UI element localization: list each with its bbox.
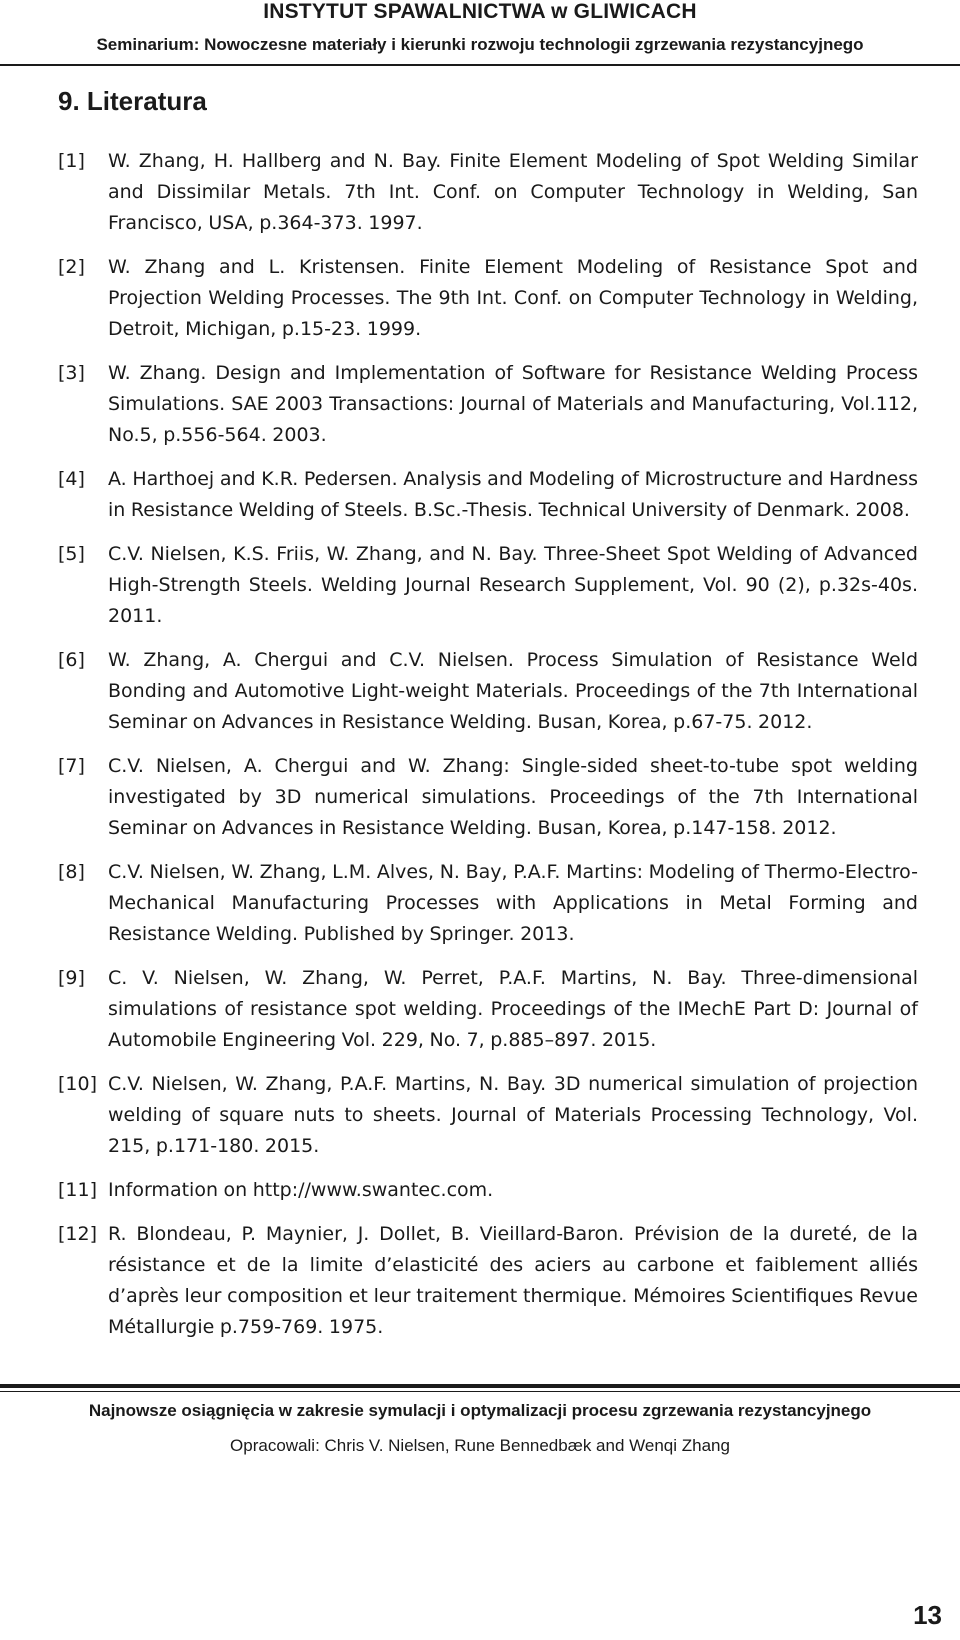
reference-number: [3] bbox=[58, 362, 85, 384]
reference-text: C.V. Nielsen, K.S. Friis, W. Zhang, and N. Bay. Three-Sheet Spot Welding of Advanced High-Strength Steels. Welding Journal Research Supplement, Vol. 90 (2), p.32s-40s. 2011. bbox=[108, 543, 918, 627]
section-title: 9. Literatura bbox=[58, 86, 207, 116]
header-organization: INSTYTUT SPAWALNICTWA w GLIWICACH bbox=[263, 0, 697, 23]
reference-text: A. Harthoej and K.R. Pedersen. Analysis and Modeling of Microstructure and Hardness in Resistance Welding of Steels. B.Sc.-Thesis. Technical University of Denmark. 2008. bbox=[108, 468, 918, 521]
reference-number: [9] bbox=[58, 967, 85, 989]
reference-item bbox=[58, 857, 918, 950]
reference-number: [8] bbox=[58, 861, 85, 883]
footer-title: Najnowsze osiągnięcia w zakresie symulacji i optymalizacji procesu zgrzewania rezystancyjnego bbox=[88, 1401, 872, 1420]
reference-text: Information on http://www.swantec.com. bbox=[108, 1179, 494, 1201]
reference-item bbox=[58, 1069, 918, 1162]
footer-authors: Opracowali: Chris V. Nielsen, Rune Bennedbæk and Wenqi Zhang bbox=[230, 1436, 730, 1455]
reference-number: [10] bbox=[58, 1073, 98, 1095]
reference-item bbox=[58, 645, 918, 738]
reference-number: [4] bbox=[58, 468, 85, 490]
reference-item bbox=[58, 1175, 918, 1206]
reference-list bbox=[58, 146, 918, 1356]
footer-divider-thin bbox=[0, 1391, 960, 1392]
reference-text: C.V. Nielsen, A. Chergui and W. Zhang: Single-sided sheet-to-tube spot welding investigated by 3D numerical simulations. Proceedings of the 7th International Seminar on Advances in Resistance Welding. Busan, Korea, p.147-158. 2012. bbox=[108, 755, 918, 839]
reference-text: W. Zhang, A. Chergui and C.V. Nielsen. Process Simulation of Resistance Weld Bonding and Automotive Light-weight Materials. Proceedings of the 7th International Seminar on Advances in Resistance Welding. Busan, Korea, p.67-75. 2012. bbox=[108, 649, 918, 733]
reference-number: [7] bbox=[58, 755, 85, 777]
reference-text: C.V. Nielsen, W. Zhang, L.M. Alves, N. Bay, P.A.F. Martins: Modeling of Thermo-Electro-Mechanical Manufacturing Processes with Applications in Metal Forming and Resistance Welding. Published by Springer. 2013. bbox=[108, 861, 918, 945]
reference-item bbox=[58, 146, 918, 239]
reference-number: [6] bbox=[58, 649, 85, 671]
header-seminar-title: Seminarium: Nowoczesne materiały i kierunki rozwoju technologii zgrzewania rezystancyjnego bbox=[96, 35, 864, 54]
reference-number: [12] bbox=[58, 1223, 98, 1245]
reference-item bbox=[58, 358, 918, 451]
reference-text: C. V. Nielsen, W. Zhang, W. Perret, P.A.F. Martins, N. Bay. Three-dimensional simulations of resistance spot welding. Proceedings of the IMechE Part D: Journal of Automobile Engineering Vol. 229, No. 7, p.885–897. 2015. bbox=[108, 967, 918, 1051]
reference-text: W. Zhang and L. Kristensen. Finite Element Modeling of Resistance Spot and Projection Welding Processes. The 9th Int. Conf. on Computer Technology in Welding, Detroit, Michigan, p.15-23. 1999. bbox=[108, 256, 918, 340]
reference-number: [11] bbox=[58, 1179, 98, 1201]
reference-item bbox=[58, 1219, 918, 1343]
header-divider bbox=[0, 64, 960, 66]
reference-text: C.V. Nielsen, W. Zhang, P.A.F. Martins, N. Bay. 3D numerical simulation of projection welding of square nuts to sheets. Journal of Materials Processing Technology, Vol. 215, p.171-180. 2015. bbox=[108, 1073, 918, 1157]
reference-text: R. Blondeau, P. Maynier, J. Dollet, B. Vieillard-Baron. Prévision de la dureté, de la résistance et de la limite d’elasticité des aciers au carbone et faiblement alliés d’après leur composition et leur traitement thermique. Mémoires Scientifiques Revue Métallurgie p.759-769. 1975. bbox=[108, 1223, 918, 1338]
reference-number: [1] bbox=[58, 150, 85, 172]
reference-item bbox=[58, 963, 918, 1056]
reference-number: [5] bbox=[58, 543, 85, 565]
reference-item bbox=[58, 464, 918, 526]
reference-text: W. Zhang, H. Hallberg and N. Bay. Finite Element Modeling of Spot Welding Similar and Dissimilar Metals. 7th Int. Conf. on Computer Technology in Welding, San Francisco, USA, p.364-373. 1997. bbox=[108, 150, 918, 234]
reference-item bbox=[58, 539, 918, 632]
reference-item bbox=[58, 751, 918, 844]
page-number: 13 bbox=[913, 1600, 942, 1630]
reference-text: W. Zhang. Design and Implementation of Software for Resistance Welding Process Simulations. SAE 2003 Transactions: Journal of Materials and Manufacturing, Vol.112, No.5, p.556-564. 2003. bbox=[108, 362, 918, 446]
reference-item bbox=[58, 252, 918, 345]
footer-divider-thick bbox=[0, 1384, 960, 1388]
reference-number: [2] bbox=[58, 256, 85, 278]
